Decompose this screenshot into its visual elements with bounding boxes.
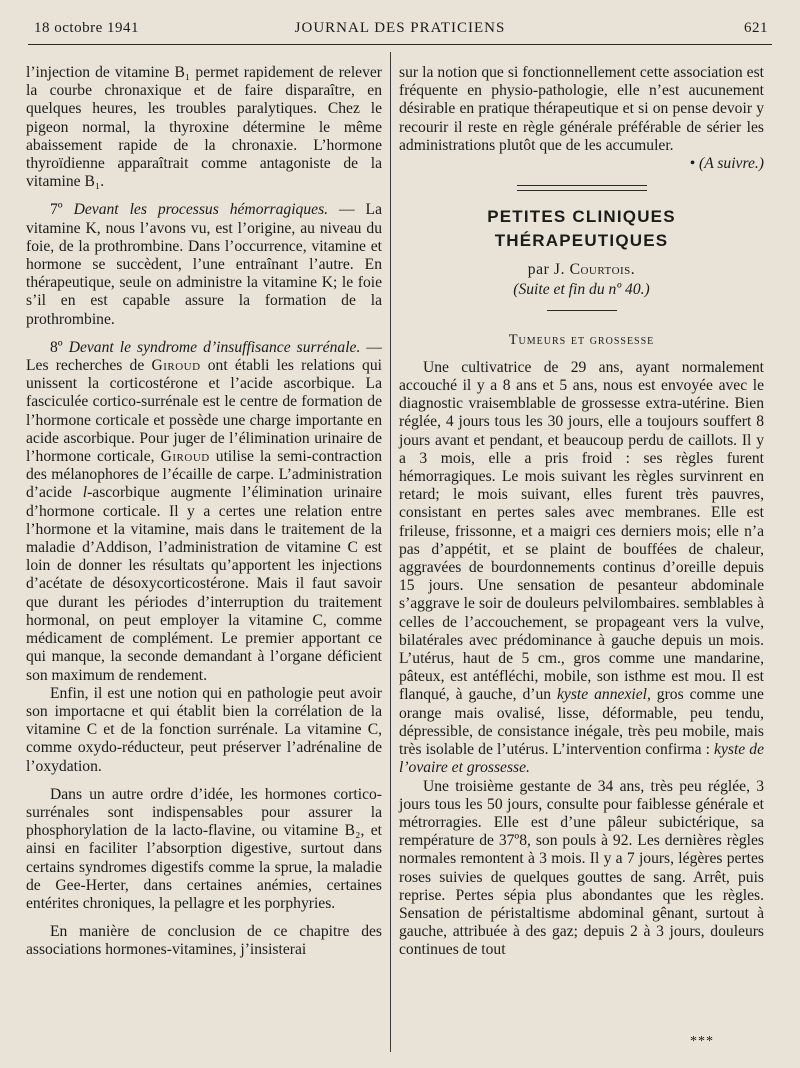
paragraph-text: — La vitamine K, nous l’avons vu, est l’origine, au niveau du foie, de la prothrombine. Dans l’occurrence, vitamine et hormone se succèdent, l’une entraînant l’autre. En thérapeutique, seule on administre la vitamine K; le foie s’il en est capable assure la formation de la prothrombine. (26, 201, 382, 328)
left-paragraph-1: l’injection de vitamine B₁ permet rapidement de relever la courbe chronaxique et de faire disparaître, en quelques heures, les troubles paralytiques. Chez le pigeon normal, la thyroxine détermine le même abaissement rapide de la chronaxie. L’hormone thyroïdienne apparaîtrait comme antagoniste de la vitamine B₁. (26, 64, 382, 191)
continuation-note: (Suite et fin du nº 40.) (513, 281, 650, 299)
paragraph-text: — Les recherches de (26, 338, 382, 375)
left-paragraph-4: Enfin, il est une notion qui en pathologie peut avoir son importacne et qui établit bien la corrélation de la vitamine C et de la fonction surrénale. La vitamine C, comme oxydo-réducteur, peut préserver l’adrénaline de l’oxydation. (26, 684, 382, 775)
column-divider (390, 52, 391, 1052)
end-stars: *** (690, 1034, 714, 1049)
short-rule (547, 310, 617, 311)
right-paragraph-3: Une troisième gestante de 34 ans, très peu réglée, 3 jours tous les 50 jours, consulte pour faiblesse générale et métrorragies. Elle est d’une pâleur subictérique, sa rempérature de 37º8, son pouls à 92. Les dernières règles normales remontent à 3 mois. Il y a 7 jours, légères pertes roses suivies de quelques gouttes de sang. Arrêt, puis reprise. Pertes sépia plus abondantes que les règles. Sensation de péristaltisme abdominal gênant, surtout à gauche, attribuée à des gaz; depuis 2 à 3 jours, douleurs continues de tout (399, 777, 764, 959)
paragraph-text: ont établi les relations qui unissent la corticostérone et l’acide ascorbique. La fasciculée cortico-surrénale est le centre de formation de l’hormone corticale et possède une charge importante en acide ascorbique. Pour juger de l’élimination urinaire de l’hormone corticale, (26, 357, 382, 466)
left-paragraph-3 (26, 339, 382, 685)
left-paragraph-2 (26, 201, 382, 328)
journal-title: JOURNAL DES PRATICIENS (294, 20, 506, 36)
paragraph-text: utilise la semi-contraction des mélanophores de l’écaille de carpe. L’administration d’acide (26, 448, 382, 502)
byline-author: Courtois (569, 261, 631, 279)
to-be-continued: • (A suivre.) (689, 155, 764, 173)
left-paragraph-5: Dans un autre ordre d’idée, les hormones cortico-surrénales sont indispensables pour assurer la phosphorylation de la lacto-flavine, ou vitamine B₂, et ainsi en faciliter l’absorption digestive, surtout dans certains syndromes digestifs comme la sprue, la maladie de Gee-Herter, dans certaines anémies, certaines entérites chroniques, la pellagre et les porphyries. (26, 785, 382, 912)
article-title (399, 205, 764, 253)
author-name: Giroud (160, 448, 210, 466)
author-name: Giroud (151, 357, 201, 375)
italic-letter: l (82, 484, 88, 502)
left-column (26, 64, 382, 960)
right-column (399, 64, 764, 960)
italic-term: kyste annexiel (557, 686, 647, 704)
title-line-1: PETITES CLINIQUES (487, 207, 676, 227)
item-number: 7º (50, 201, 63, 219)
right-paragraph-1: sur la notion que si fonctionnellement cette association est fréquente en physio-pathologie, elle n’est aucunement désirable en pratique thérapeutique et si on pense devoir y recourir il reste en règle générale préférable de sérier les administrations plutôt que de les accumuler. (399, 64, 764, 154)
double-rule (517, 185, 647, 191)
item-number: 8º (50, 338, 63, 356)
paragraph-text: Une cultivatrice de 29 ans, ayant normalement accouché il y a 8 ans et 5 ans, nous est envoyée avec le diagnostic vraisemblable de grossesse extra-utérine. Bien réglée, 4 jours tous les 30 jours, elle a toujours souffert 8 jours avant et pendant, et beaucoup perdu de caillots. Il y a 3 mois, elle a pris froid : ses règles furent hémorragiques. Le mois suivant les règles survinrent en retard; le mois suivant, elles furent très pauvres, consistant en pertes sales avec membranes. Elle est frileuse, frissonne, et a maigri ces derniers mois; elle n’a pas d’appétit, et se plaint de bouffées de chaleur, aggravées de bourdonnements continus d’oreille depuis 15 jours. Une sensation de pesanteur abdominale s’aggrave le soir de douleurs pelvilombaires. semblables à celles de l’accouchement, se propageant vers la vulve, bilatérales avec prédominance à gauche depuis un mois. L’utérus, haut de 5 cm., gros comme une mandarine, pâteux, est antéfléchi, mobile, son isthme est mou. Il est flanqué, à gauche, d’un (399, 358, 764, 704)
paragraph-text: , gros comme une orange mais ovalisé, lisse, déformable, peu tendu, dépressible, de consistance inégale, très peu mobile, mais très isolable de l’utérus. L’intervention confirma : (399, 686, 764, 759)
byline-prefix: par J. (527, 261, 566, 279)
subsection-heading: Tumeurs et grossesse (508, 331, 655, 348)
section-heading: Devant les processus hémorragiques. (73, 201, 329, 219)
left-paragraph-6: En manière de conclusion de ce chapitre des associations hormones-vitamines, j’insisterai (26, 923, 382, 959)
section-heading: Devant le syndrome d’insuffisance surrénale. (68, 338, 361, 356)
byline: par J. Courtois. (527, 261, 636, 279)
title-line-2: THÉRAPEUTIQUES (494, 231, 669, 251)
right-paragraph-2 (399, 359, 764, 778)
page-header (28, 14, 772, 45)
italic-conclusion: kyste de l’ovaire et grossesse. (399, 741, 764, 777)
page-number: 621 (744, 20, 768, 36)
issue-date: 18 octobre 1941 (34, 20, 139, 36)
paragraph-text: -ascorbique augmente l’élimination urinaire d’hormone corticale. Il y a certes une relation entre l’hormone et la vitamine, mais dans le traitement de la maladie d’Addison, l’administration de vitamine C est loin de donner les résultats qu’apportent les injections d’acétate de désoxycorticostérone. Mais il faut savoir que durant les périodes d’interruption du traitement hormonal, on peut employer la vitamine C, comme médicament de complément. Le premier apportant ce qui manque, la seconde demandant à l’organe déficient son maximum de rendement. (26, 484, 382, 684)
